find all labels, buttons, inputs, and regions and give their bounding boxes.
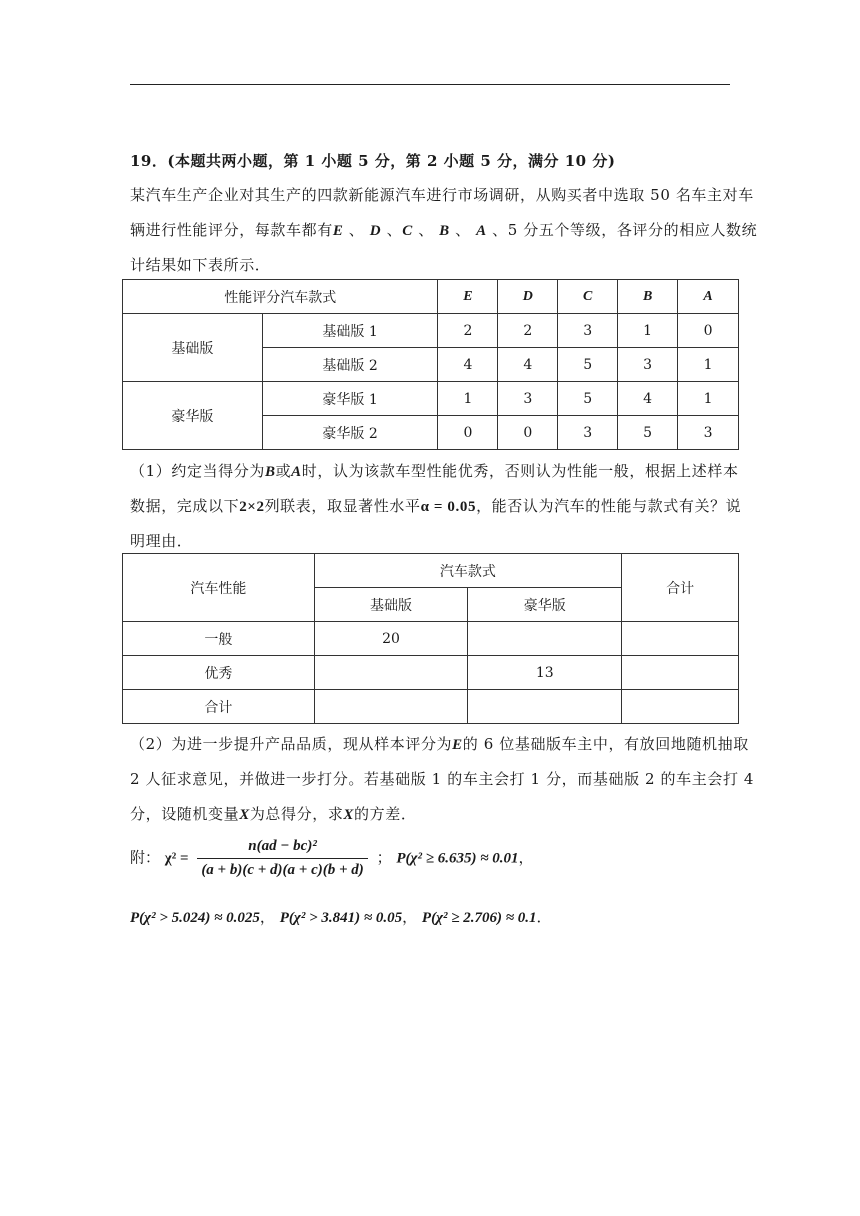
table-cell: 3 [618,348,678,382]
row-label: 合计 [123,690,315,724]
part2-line-2: 2 人征求意见，并做进一步打分。若基础版 1 的车主会打 1 分，而基础版 2 的车主会打 4 [130,770,755,788]
table-cell: 1 [438,382,498,416]
comma: ， [402,908,418,926]
var-e: E [452,737,463,753]
part1-line-1 [130,454,739,489]
part2-text: 为总得分，求 [249,805,344,823]
part2-paragraph [130,727,755,832]
table-cell: 1 [678,382,739,416]
part2-line-1 [130,727,749,762]
grade-e: E [332,223,344,239]
column-header-c: C [558,280,618,314]
question-score-note: (本题共两小题，第 1 小题 5 分，第 2 小题 5 分，满分 10 分) [167,152,616,170]
table-cell [468,622,622,656]
table-cell: 4 [618,382,678,416]
question-header [130,150,615,171]
top-divider [130,84,730,85]
column-header-a: A [678,280,739,314]
grade-c: C [402,223,413,239]
prob-3841: P(χ² > 3.841) ≈ 0.05 [279,910,403,926]
table-cell: 0 [678,314,739,348]
table-cell [622,656,739,690]
table-cell: 1 [678,348,739,382]
table-row [123,314,739,348]
var-b: B [264,464,276,480]
score-table [122,279,739,450]
grade-b: B [439,223,450,239]
table-cell: 4 [498,348,558,382]
appendix-formula-line-1 [130,838,533,879]
part1-line-3: 明理由． [130,532,193,550]
fraction-denominator: (a + b)(c + d)(a + c)(b + d) [201,862,364,878]
intro-line-3: 计结果如下表所示． [130,256,271,274]
table-dim: 2×2 [239,499,265,515]
table-cell [622,690,739,724]
intro-paragraph [130,178,758,283]
part2-text: 的 6 位基础版车主中，有放回地随机抽取 [462,735,749,753]
table-cell: 3 [558,314,618,348]
fraction-numerator: n(ad − bc)² [197,838,367,859]
column-header-d: D [498,280,558,314]
grade-d: D [369,223,382,239]
part2-text: （2）为进一步提升产品品质，现从样本评分为 [130,735,453,753]
table-cell: 5 [618,416,678,450]
total-header: 合计 [622,554,739,622]
prob-5024: P(χ² > 5.024) ≈ 0.025 [130,910,260,926]
row-label: 优秀 [123,656,315,690]
part1-line-2 [130,489,742,524]
luxury-header: 豪华版 [468,588,622,622]
table-cell: 3 [678,416,739,450]
var-x: X [343,807,355,823]
table-row [123,554,739,588]
part2-line-3 [130,797,734,832]
perf-header: 汽车性能 [123,554,315,622]
table-cell [314,690,468,724]
table-cell: 0 [438,416,498,450]
group-label-luxury: 豪华版 [123,382,263,450]
column-header-b: B [618,280,678,314]
part1-text: 列联表，取显著性水平 [264,497,421,515]
part1-text: 时，认为该款车型性能优秀，否则认为性能一般，根据上述样本 [301,462,739,480]
row-label: 豪华版 2 [262,416,438,450]
sep: 、 [418,221,434,239]
appendix-label: 附： [130,848,161,867]
table-cell: 3 [558,416,618,450]
table-cell: 5 [558,382,618,416]
table-row [123,690,739,724]
comma: ， [259,908,275,926]
intro-line-2 [130,213,758,248]
basic-header: 基础版 [314,588,468,622]
style-header: 汽车款式 [314,554,622,588]
table-cell: 2 [498,314,558,348]
table-cell [314,656,468,690]
part2-text: 分，设随机变量 [130,805,240,823]
table-row [123,382,739,416]
chi-square-fraction [197,838,367,879]
table-cell: 2 [438,314,498,348]
table-cell: 0 [498,416,558,450]
table-cell: 1 [618,314,678,348]
var-x: X [239,807,250,823]
part1-text: ，能否认为汽车的性能与款式有关？说 [476,497,742,515]
table-cell: 4 [438,348,498,382]
table-cell: 5 [558,348,618,382]
column-header-e: E [438,280,498,314]
part1-text: （1）约定当得分为 [130,462,265,480]
part1-paragraph [130,454,742,559]
row-label: 豪华版 1 [262,382,438,416]
sep: 、 [455,221,471,239]
alpha-value: α = 0.05 [420,499,477,515]
semicolon: ； [376,848,392,867]
row-label: 一般 [123,622,315,656]
prob-6635: P(χ² ≥ 6.635) ≈ 0.01 [396,850,519,867]
table-row [123,622,739,656]
table-row [123,656,739,690]
intro-line-2-text: 辆进行性能评分，每款车都有 [130,221,333,239]
appendix-formula-line-2 [130,906,552,927]
part2-text: 的方差． [354,805,417,823]
period: ． [536,908,552,926]
row-label: 基础版 1 [262,314,438,348]
chi-square-lhs: χ² = [164,850,189,867]
part1-text: 或 [275,462,292,480]
table-cell: 13 [468,656,622,690]
grade-a: A [476,223,487,239]
table-cell: 3 [498,382,558,416]
sep: 、 [386,221,403,239]
part1-text: 数据，完成以下 [130,497,240,515]
sep: 、 [348,221,365,239]
intro-line-2-tail: 、5 分五个等级，各评分的相应人数统 [492,221,758,239]
table-cell [622,622,739,656]
comma: ， [518,848,534,867]
var-a: A [291,464,302,480]
question-number: 19． [130,152,168,170]
contingency-table [122,553,739,724]
table-row [123,280,739,314]
row-label: 基础版 2 [262,348,438,382]
table-cell [468,690,622,724]
intro-line-1: 某汽车生产企业对其生产的四款新能源汽车进行市场调研，从购买者中选取 50 名车主对车 [130,186,754,204]
table-cell: 20 [314,622,468,656]
prob-2706: P(χ² ≥ 2.706) ≈ 0.1 [421,910,537,926]
group-label-basic: 基础版 [123,314,263,382]
table-header-cell: 性能评分汽车款式 [123,280,438,314]
